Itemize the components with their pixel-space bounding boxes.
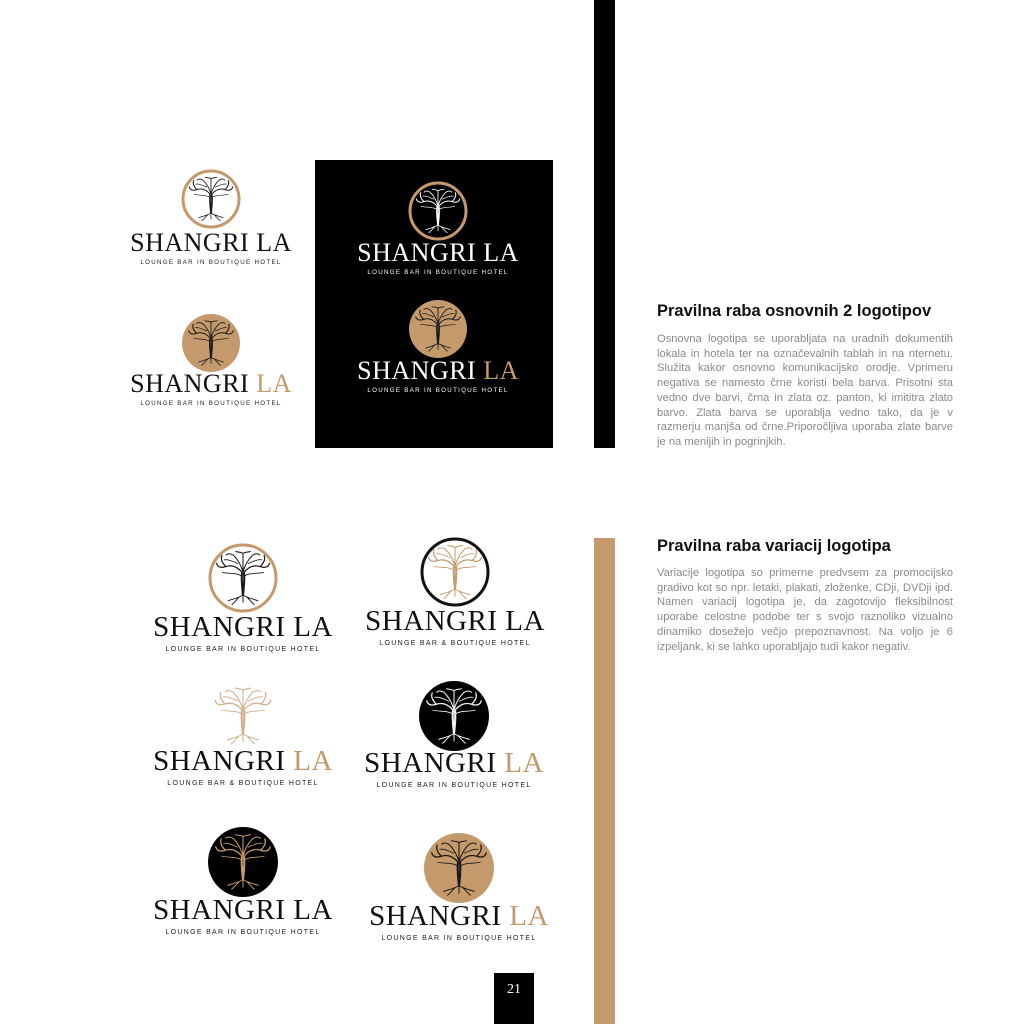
- page-number-box: [494, 973, 534, 1024]
- logo-word-la: LA: [293, 745, 333, 777]
- logo-variant-5: [148, 826, 338, 936]
- logo-tagline: LOUNGE BAR IN BOUTIQUE HOTEL: [165, 929, 321, 936]
- logo-word-shangri: SHANGRI: [130, 369, 250, 398]
- logo-word-la: LA: [483, 238, 519, 267]
- logo-word-la: LA: [504, 747, 544, 779]
- tree-emblem-icon: [407, 298, 469, 360]
- tree-emblem-icon: [180, 168, 242, 230]
- page-number: 21: [507, 982, 521, 997]
- logo-word-la: LA: [293, 611, 333, 643]
- section1-heading: Pravilna raba osnovnih 2 logotipov: [657, 302, 932, 320]
- logo-word-shangri: SHANGRI: [364, 747, 497, 779]
- logo-word-la: LA: [483, 356, 519, 385]
- logo-word-la: LA: [256, 369, 292, 398]
- tree-emblem-icon: [207, 542, 279, 614]
- logo-tagline: LOUNGE BAR IN BOUTIQUE HOTEL: [140, 259, 282, 266]
- logo-word-la: LA: [293, 894, 333, 926]
- logo-word-shangri: SHANGRI: [357, 238, 477, 267]
- logo-word-shangri: SHANGRI: [365, 605, 498, 637]
- logo-tagline: LOUNGE BAR & BOUTIQUE HOTEL: [167, 780, 319, 787]
- tree-emblem-icon: [423, 832, 495, 904]
- logo-variant-1: [148, 542, 338, 652]
- logo-word-shangri: SHANGRI: [153, 745, 286, 777]
- tree-emblem-icon: [407, 180, 469, 242]
- tree-emblem-icon: [180, 312, 242, 374]
- logo-word-la: LA: [256, 228, 292, 257]
- tree-emblem-icon: [419, 536, 491, 608]
- tree-emblem-icon: [207, 826, 279, 898]
- logo-word-shangri: SHANGRI: [369, 900, 502, 932]
- logo-tagline: LOUNGE BAR IN BOUTIQUE HOTEL: [367, 387, 509, 394]
- logo-word-shangri: SHANGRI: [130, 228, 250, 257]
- section1-paragraph: Osnovna logotipa se uporabljata na uradnih dokumentih lokala in hotela ter na označevalnih tablah in na nternetu. Služita kakor osnovno komunikacijsko orodje. Vprimeru negativa se namesto črne koristi bela barva. Prisotni sta vedno dve barvi, črna in zlata oz. panton, ki imititra zlato barvo. Zlata barva se uporablja vedno tako, da je v razmerju manjša od črne.Priporočljiva uporaba zlate barve je na menijih in pogrinjkih.: [657, 333, 953, 448]
- logo-variant-4: [359, 680, 549, 790]
- logo-primary: [116, 168, 306, 278]
- logo-negative-gold: [343, 298, 533, 408]
- logo-gold-circle: [116, 312, 306, 422]
- logo-word-la: LA: [509, 900, 549, 932]
- logo-variant-2: [360, 536, 550, 646]
- logo-tagline: LOUNGE BAR IN BOUTIQUE HOTEL: [381, 935, 537, 942]
- logo-word-shangri: SHANGRI: [153, 894, 286, 926]
- logo-negative: [343, 180, 533, 290]
- section2-heading: Pravilna raba variacij logotipa: [657, 537, 891, 555]
- logo-word-shangri: SHANGRI: [153, 611, 286, 643]
- logo-tagline: LOUNGE BAR IN BOUTIQUE HOTEL: [376, 782, 532, 789]
- tree-emblem-icon: [207, 682, 279, 746]
- logo-tagline: LOUNGE BAR IN BOUTIQUE HOTEL: [367, 269, 509, 276]
- logo-variant-6: [364, 832, 554, 942]
- logo-variant-3: [148, 682, 338, 792]
- black-divider-bar: [594, 0, 615, 448]
- logo-tagline: LOUNGE BAR & BOUTIQUE HOTEL: [379, 640, 531, 647]
- logo-word-shangri: SHANGRI: [357, 356, 477, 385]
- logo-tagline: LOUNGE BAR IN BOUTIQUE HOTEL: [140, 400, 282, 407]
- gold-divider-bar: [594, 538, 615, 1024]
- section2-paragraph: Variacije logotipa so primerne predvsem za promocijsko gradivo kot so npr. letaki, plakati, zloženke, CDji, DVDji ipd. Namen variacij logotipa je, da zagotovijo fleksibilnost uporabe celostne podobe ter s svojo raznoliko vizualno dinamiko dosežejo večjo prepoznavnost. Na voljo je 6 izpeljank, ki se lahko uporabljajo tudi kakor negativ.: [657, 567, 953, 653]
- logo-tagline: LOUNGE BAR IN BOUTIQUE HOTEL: [165, 646, 321, 653]
- tree-emblem-icon: [418, 680, 490, 752]
- logo-word-la: LA: [505, 605, 545, 637]
